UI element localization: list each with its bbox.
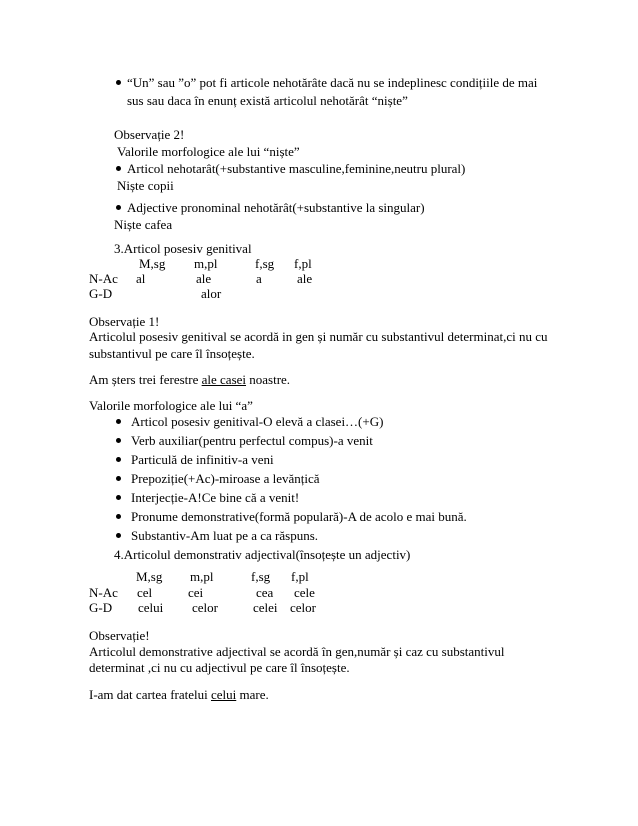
bullet-icon [116,80,121,85]
table-header: f,sg [255,256,275,271]
list-item: Verb auxiliar(pentru perfectul compus)-a venit [131,433,373,448]
bullet-text: “Un” sau ”o” pot fi articole nehotărâte dacă nu se indeplinesc condițiile de mai [127,75,538,90]
list-item: Articol posesiv genitival-O elevă a clasei…(+G) [131,414,384,429]
example-text: Niște cafea [114,217,173,232]
underlined-text: ale casei [201,372,247,387]
bullet-text-cont: sus sau daca în enunț există articolul nehotărât “niște” [127,93,408,108]
example-text: Am șters trei ferestre [89,372,202,387]
bullet-icon [116,419,121,424]
section-heading: 3.Articol posesiv genitival [114,241,252,256]
bullet-icon [116,438,121,443]
table-cell: cea [256,585,274,600]
list-title: Valorile morfologice ale lui “a” [89,398,253,413]
bullet-icon [116,514,121,519]
table-row-label: N-Ac [89,585,118,600]
table-row-label: G-D [89,600,113,615]
table-header: M,sg [136,569,163,584]
example-text: I-am dat cartea fratelui [89,687,211,702]
table-cell: cel [137,585,153,600]
observation-text: Articolul demonstrative adjectival se acordă în gen,număr și caz cu substantivul [89,644,505,659]
table-header: m,pl [194,256,218,271]
table-header: f,pl [294,256,312,271]
table-header: f,sg [251,569,271,584]
bullet-icon [116,476,121,481]
observation-text: substantivul pe care îl însoțește. [89,346,255,361]
section-heading: 4.Articolul demonstrativ adjectival(însoțește un adjectiv) [114,547,411,562]
table-cell: celei [253,600,278,615]
table-cell: alor [201,286,222,301]
table-header: m,pl [190,569,214,584]
bullet-text: Adjective pronominal nehotărât(+substantive la singular) [127,200,425,215]
observation-subtitle: Valorile morfologice ale lui “niște” [117,144,300,159]
example-text: noastre. [246,372,291,387]
table-header: M,sg [139,256,166,271]
list-item: Substantiv-Am luat pe a ca răspuns. [131,528,319,543]
observation-text: determinat ,ci nu cu adjectivul pe care îl însoțește. [89,660,350,675]
table-cell: a [256,271,262,286]
example-text: mare. [236,687,269,702]
bullet-icon [116,533,121,538]
table-cell: celor [290,600,316,615]
bullet-icon [116,495,121,500]
table-row-label: N-Ac [89,271,118,286]
table-cell: celui [138,600,164,615]
table-cell: celor [192,600,218,615]
observation-title: Observație 2! [114,127,185,142]
example-sentence [89,687,269,702]
bullet-icon [116,166,121,171]
table-cell: ale [196,271,212,286]
bullet-icon [116,457,121,462]
table-row-label: G-D [89,286,113,301]
observation-title: Observație! [89,628,150,643]
table-header: f,pl [291,569,309,584]
bullet-text: Articol nehotarât(+substantive masculine,feminine,neutru plural) [127,161,466,176]
table-cell: cei [188,585,204,600]
bullet-icon [116,205,121,210]
example-text: Niște copii [117,178,174,193]
list-item: Pronume demonstrative(formă populară)-A de acolo e mai bună. [131,509,467,524]
example-sentence [89,372,290,387]
list-item: Interjecție-A!Ce bine că a venit! [131,490,300,505]
table-cell: al [136,271,146,286]
observation-text: Articolul posesiv genitival se acordă in gen și număr cu substantivul determinat,ci nu cu [89,329,548,344]
list-item: Particulă de infinitiv-a veni [131,452,274,467]
list-item: Prepoziție(+Ac)-miroase a levănțică [131,471,320,486]
observation-title: Observație 1! [89,314,160,329]
underlined-text: celui [210,687,237,702]
table-cell: ale [297,271,313,286]
table-cell: cele [294,585,315,600]
